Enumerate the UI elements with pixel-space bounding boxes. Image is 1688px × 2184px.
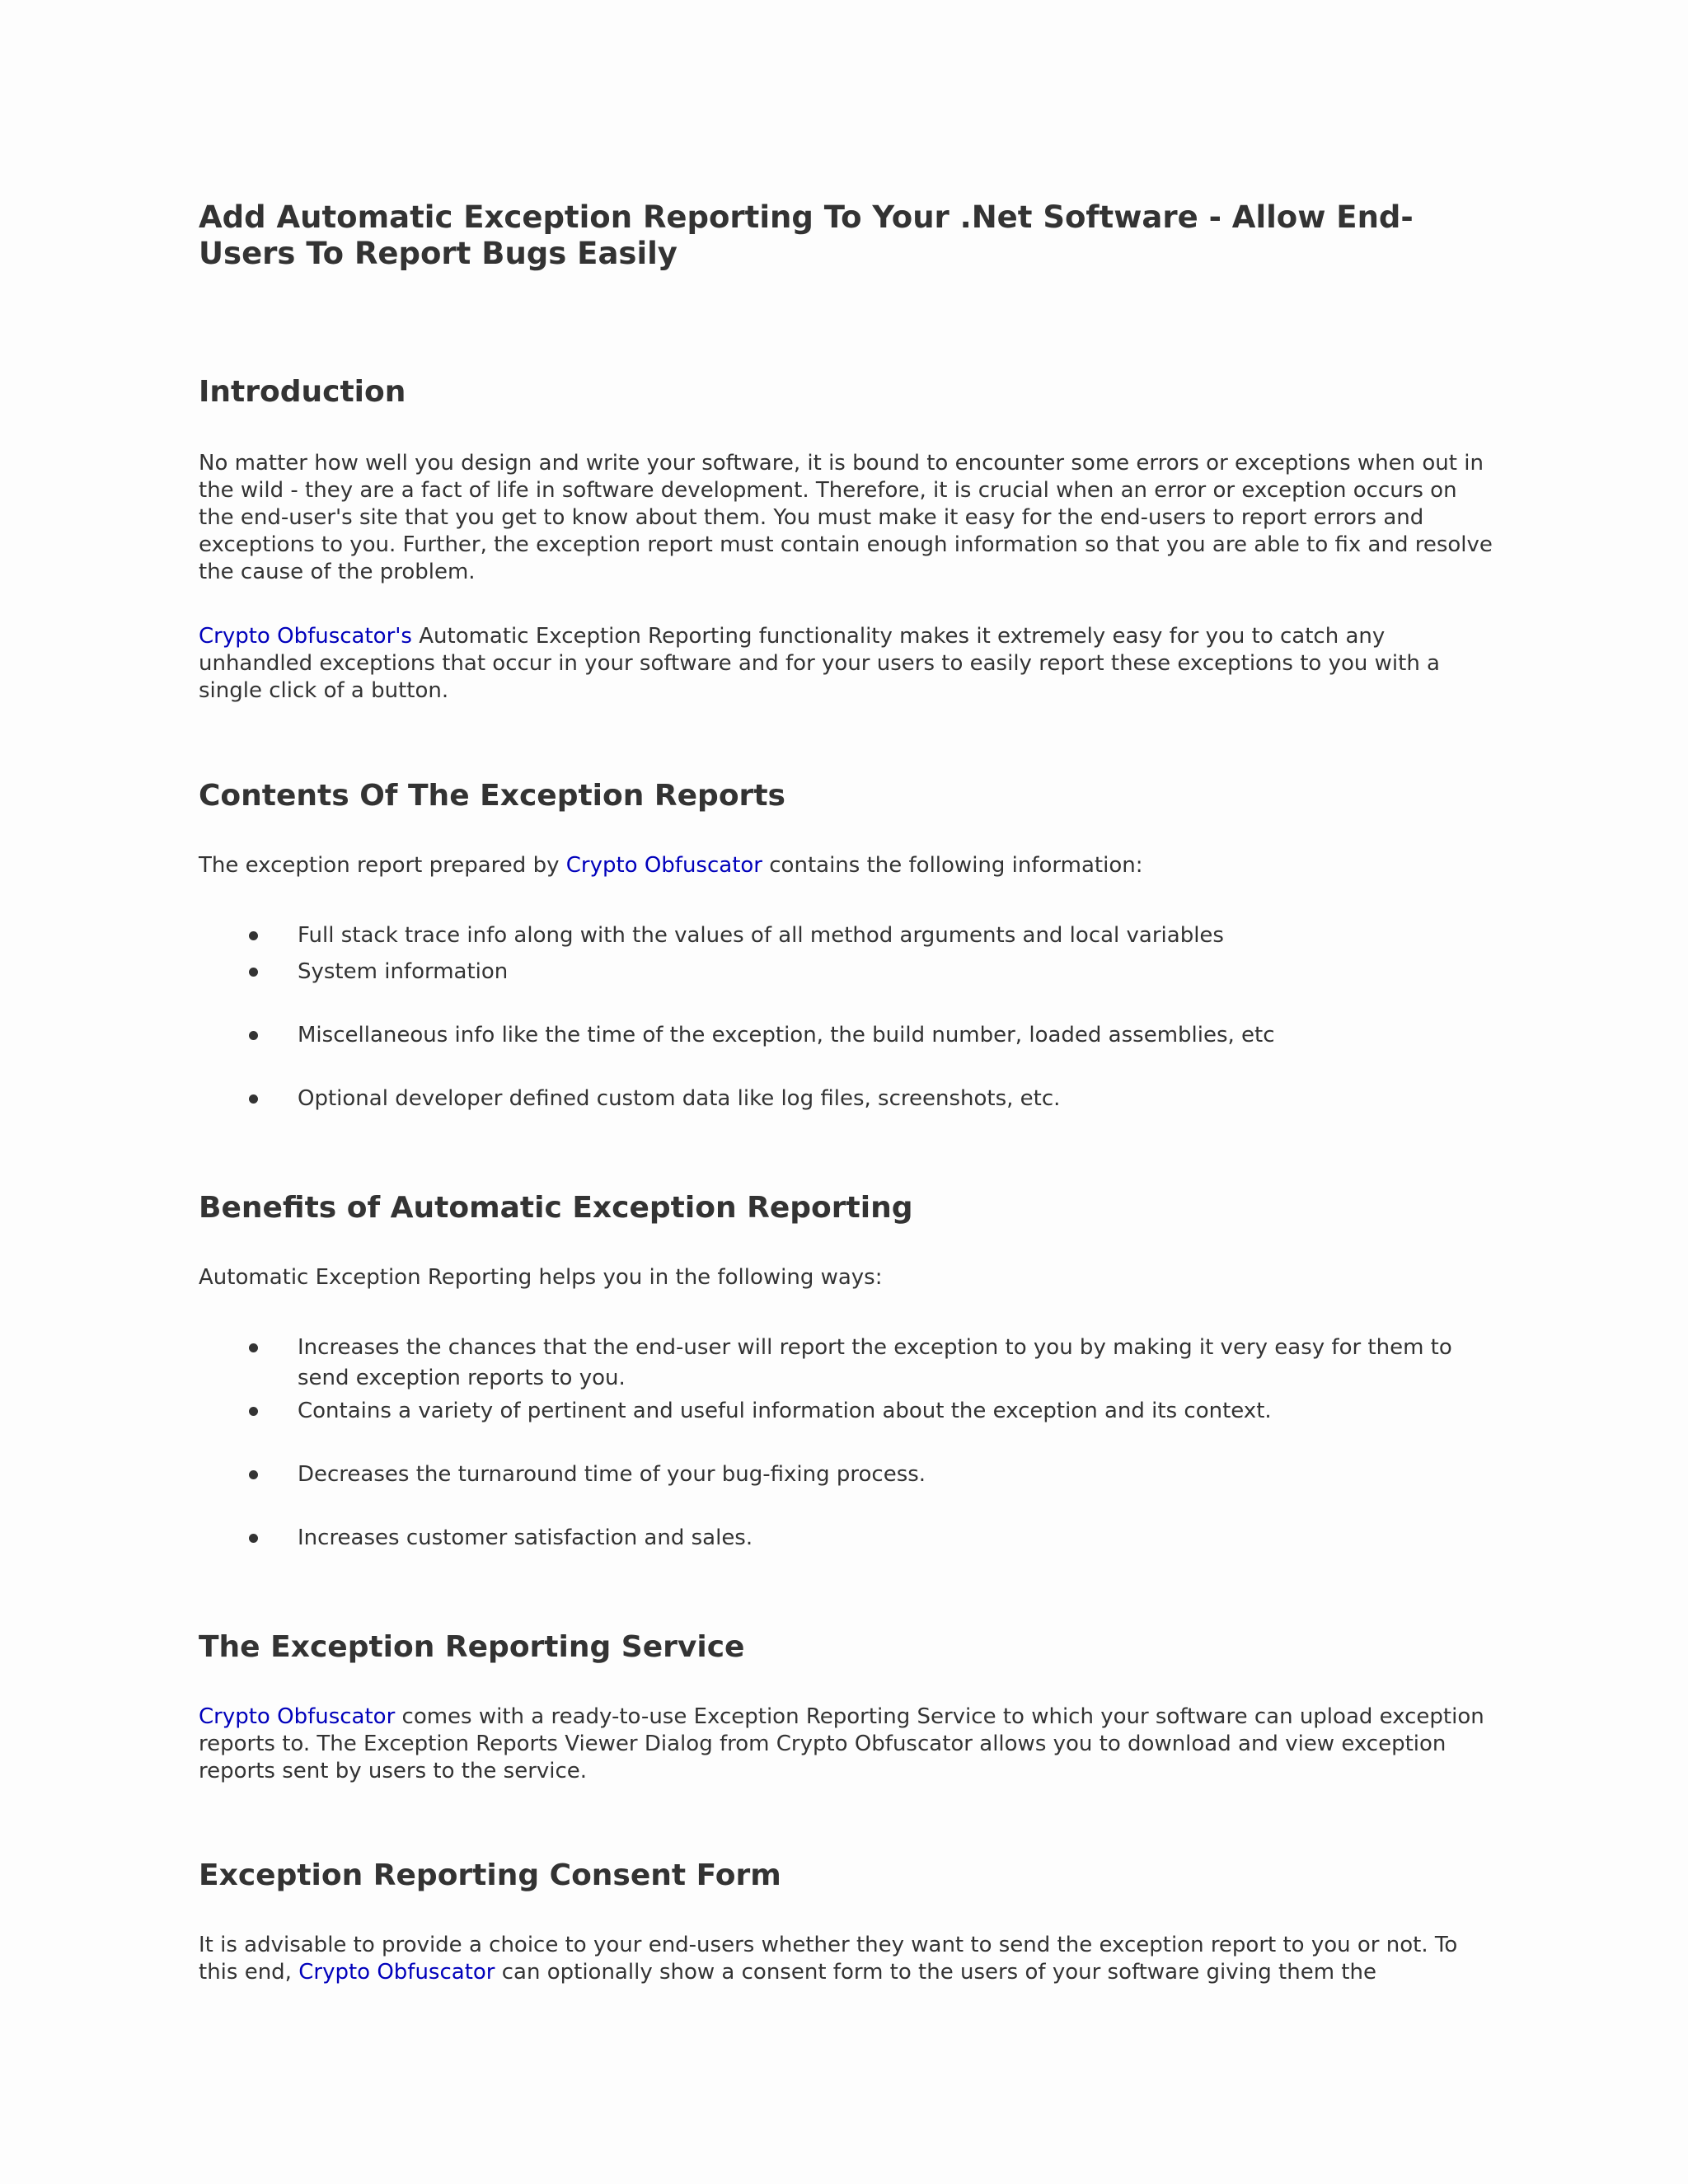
list-item: Miscellaneous info like the time of the exception, the build number, loaded assemblies, etc xyxy=(199,1020,1493,1051)
contents-intro-before: The exception report prepared by xyxy=(199,853,566,878)
bullet-icon xyxy=(249,1534,258,1543)
intro-paragraph-1: No matter how well you design and write your software, it is bound to encounter some errors or exceptions when out in the wild - they are a fact of life in software development. Therefore, it is crucial when an error or exception occurs on the end-user's site that you get to know about them. You must make it easy for the end-users to report errors and exceptions to you. Further, the exception report must contain enough information so that you are able to fix and resolve the cause of the problem. xyxy=(199,451,1493,584)
heading-introduction: Introduction xyxy=(199,375,406,409)
bullet-icon xyxy=(249,1407,258,1416)
intro-paragraph-2-text: Automatic Exception Reporting functionality makes it extremely easy for you to catch any unhandled exceptions that occur in your software and for your users to easily report these exceptions to you with a single click of a button. xyxy=(199,624,1440,703)
crypto-obfuscator-link[interactable]: Crypto Obfuscator xyxy=(298,1960,495,1985)
heading-service: The Exception Reporting Service xyxy=(199,1630,745,1664)
bullet-icon xyxy=(249,1094,258,1104)
bullet-icon xyxy=(249,1031,258,1040)
heading-consent: Exception Reporting Consent Form xyxy=(199,1858,781,1892)
service-paragraph-text: comes with a ready-to-use Exception Reporting Service to which your software can upload exception reports to. The Exception Reports Viewer Dialog from Crypto Obfuscator allows you to download and view exception reports sent by users to the service. xyxy=(199,1704,1484,1783)
contents-intro xyxy=(199,852,1493,879)
crypto-obfuscator-link[interactable]: Crypto Obfuscator's xyxy=(199,624,412,649)
heading-contents: Contents Of The Exception Reports xyxy=(199,779,785,813)
service-paragraph xyxy=(199,1704,1493,1785)
list-item: Decreases the turnaround time of your bug-fixing process. xyxy=(199,1460,1493,1490)
list-item: Increases the chances that the end-user will report the exception to you by making it very easy for them to send exception reports to you. xyxy=(199,1333,1493,1394)
document-page xyxy=(199,0,1493,2184)
page-title: Add Automatic Exception Reporting To Your .Net Software - Allow End-Users To Report Bugs Easily xyxy=(199,199,1414,271)
consent-paragraph-before: It is advisable to provide a choice to your end-users whether they want to send the exception report to you or not. To this end, xyxy=(199,1933,1458,1985)
consent-paragraph-after: can optionally show a consent form to the users of your software giving them the xyxy=(495,1960,1376,1985)
list-item: Increases customer satisfaction and sales. xyxy=(199,1523,1493,1554)
heading-benefits: Benefits of Automatic Exception Reporting xyxy=(199,1191,913,1225)
bullet-icon xyxy=(249,968,258,977)
benefits-intro: Automatic Exception Reporting helps you in the following ways: xyxy=(199,1265,883,1290)
list-item: System information xyxy=(199,957,1493,987)
bullet-icon xyxy=(249,931,258,940)
bullet-icon xyxy=(249,1343,258,1352)
crypto-obfuscator-link[interactable]: Crypto Obfuscator xyxy=(199,1704,396,1729)
list-item: Contains a variety of pertinent and useful information about the exception and its context. xyxy=(199,1396,1493,1427)
contents-intro-after: contains the following information: xyxy=(762,853,1143,878)
consent-paragraph xyxy=(199,1932,1493,1986)
bullet-icon xyxy=(249,1470,258,1479)
list-item: Optional developer defined custom data like log files, screenshots, etc. xyxy=(199,1084,1493,1114)
crypto-obfuscator-link[interactable]: Crypto Obfuscator xyxy=(565,853,762,878)
intro-paragraph-2 xyxy=(199,623,1493,705)
list-item: Full stack trace info along with the values of all method arguments and local variables xyxy=(199,921,1493,951)
